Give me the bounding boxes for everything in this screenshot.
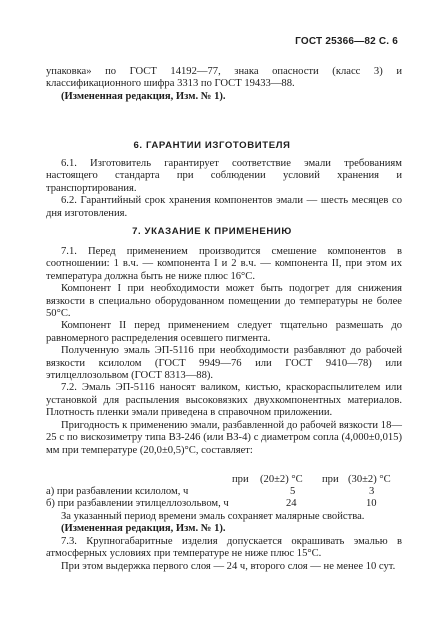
paragraph-7-3: 7.3. Крупногабаритные изделия допускается окрашивать эмалью в атмосферных условиях при температуре не ниже плюс 15°С. xyxy=(46,535,402,560)
paragraph-pot-life: Пригодность к применению эмали, разбавленной до рабочей вязкости 18—25 с по вискозиметру типа ВЗ-246 (или ВЗ-4) с диаметром сопла (4,000±0,015) мм при температуре (20,0±0,5)°С, составляет: xyxy=(46,419,402,456)
paragraph-dilution: Полученную эмаль ЭП-5116 при необходимости разбавляют до рабочей вязкости ксилолом (ГОСТ 9949—76 или ГОСТ 9410—78) или этилцеллозольвом (ГОСТ 8313—88). xyxy=(46,345,402,382)
table-cell-v1: 5 xyxy=(290,486,296,497)
edit-note: (Измененная редакция, Изм. № 1). xyxy=(61,90,226,102)
table-header-col2: (30±2) °С xyxy=(348,474,391,485)
table-cell-v1: 24 xyxy=(286,498,297,509)
table-cell-v2: 10 xyxy=(366,498,377,509)
section-6-title: 6. ГАРАНТИИ ИЗГОТОВИТЕЛЯ xyxy=(133,140,291,151)
paragraph-drying: При этом выдержка первого слоя — 24 ч, второго слоя — не менее 10 сут. xyxy=(61,560,396,572)
paragraph-6-2: 6.2. Гарантийный срок хранения компонентов эмали — шесть месяцев со дня изготовления. xyxy=(46,195,402,219)
edit-note: (Измененная редакция, Изм. № 1). xyxy=(61,523,226,535)
section-7-body xyxy=(46,246,402,457)
table-header-col1: (20±2) °С xyxy=(260,474,303,485)
table-row xyxy=(46,486,402,498)
table-cell-v2: 3 xyxy=(369,486,375,497)
section-7-tail xyxy=(46,511,402,573)
table-row-label: б) при разбавлении этилцеллозольвом, ч xyxy=(46,498,229,509)
section-6-body xyxy=(46,158,402,220)
table-row xyxy=(46,498,402,510)
pot-life-table-header xyxy=(46,474,402,486)
paragraph-7-1: 7.1. Перед применением производится смешение компонентов в соотношении: 1 в.ч. — компонента I и 2 в.ч. — компонента II, при этом их температура должна быть не ниже плюс 16°С. xyxy=(46,246,402,282)
top-block xyxy=(46,66,402,103)
paragraph-7-2: 7.2. Эмаль ЭП-5116 наносят валиком, кистью, краскораспылителем или установкой для распыления высоковязких двухкомпонентных материалов. Плотность пленки эмали приведена в справочном приложении. xyxy=(46,382,402,419)
table-header-mid: при xyxy=(322,474,339,485)
paragraph-component-1: Компонент I при необходимости может быть подогрет для снижения вязкости в специально оборудованном помещении до температуры не более 50°С. xyxy=(46,283,402,320)
page-header: ГОСТ 25366—82 С. 6 xyxy=(295,36,398,47)
paragraph-malar-properties: За указанный период времени эмаль сохраняет малярные свойства. xyxy=(61,511,365,522)
table-header-prefix: при xyxy=(232,474,249,485)
paragraph-continuation: упаковка» по ГОСТ 14192—77, знака опасности (класс 3) и классификационного шифра 3313 по ГОСТ 19433—88. xyxy=(46,66,402,90)
table-row-label: а) при разбавлении ксилолом, ч xyxy=(46,486,189,497)
paragraph-component-2: Компонент II перед применением следует тщательно размешать до равномерного распределения осевшего пигмента. xyxy=(46,320,402,344)
paragraph-6-1: 6.1. Изготовитель гарантирует соответствие эмали требованиям настоящего стандарта при соблюдении условий хранения и транспортирования. xyxy=(46,158,402,194)
section-7-title: 7. УКАЗАНИЕ К ПРИМЕНЕНИЮ xyxy=(132,226,292,237)
